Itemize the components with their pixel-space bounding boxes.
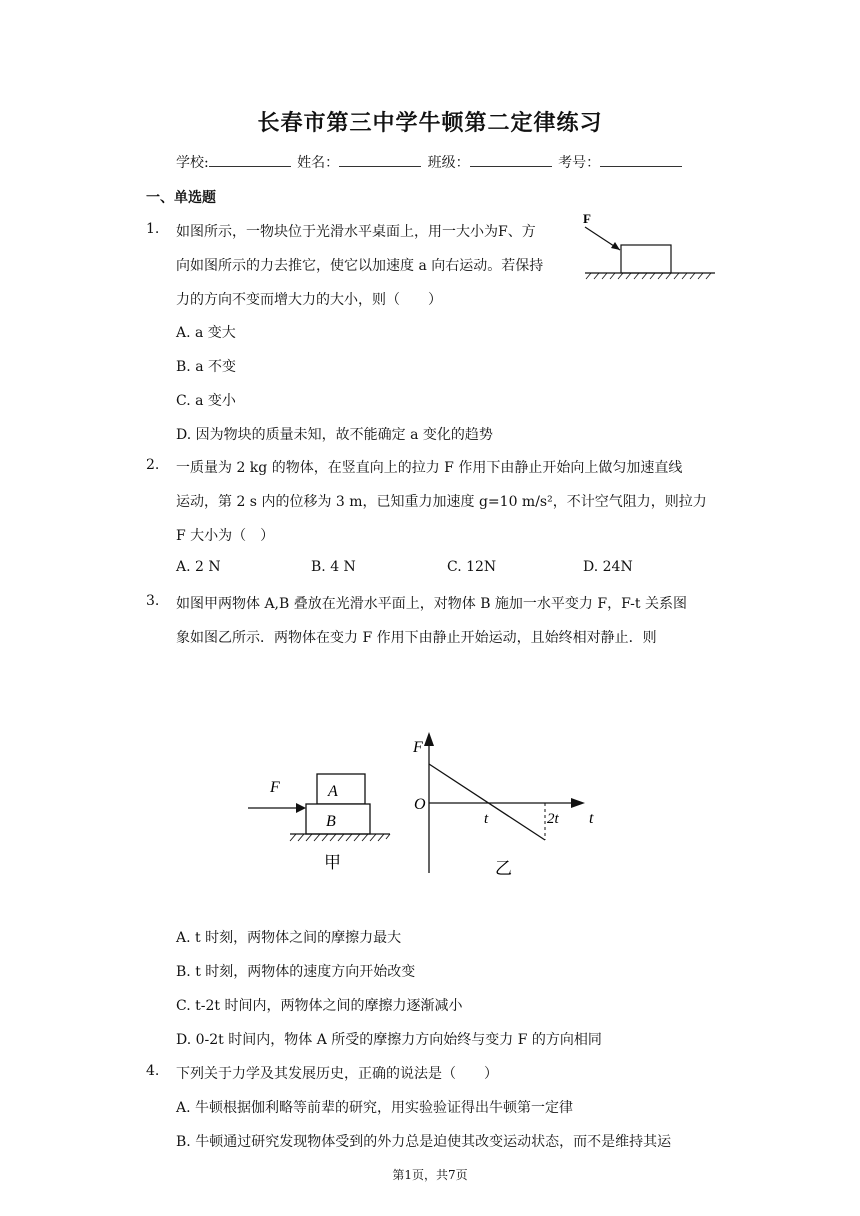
page-title: 长春市第三中学牛顿第二定律练习 xyxy=(257,111,603,136)
q1-line-3: 力的方向不变而增大力的大小，则（ ） xyxy=(176,292,442,308)
q3-figure-jia xyxy=(240,760,400,880)
q3-option-b[interactable]: B. t 时刻，两物体的速度方向开始改变 xyxy=(176,964,416,980)
yi-caption: 乙 xyxy=(495,859,512,878)
page-footer: 第1页，共7页 xyxy=(392,1168,468,1182)
id-blank xyxy=(600,152,682,167)
q3-number: 3. xyxy=(146,593,160,609)
q1-force-label: F xyxy=(583,211,591,226)
block-a-label: A xyxy=(328,783,338,800)
yi-force-line xyxy=(429,764,545,840)
q3-figure-yi xyxy=(405,728,615,883)
q3-option-c[interactable]: C. t-2t 时间内，两物体之间的摩擦力逐渐减小 xyxy=(176,998,463,1014)
block-b-label: B xyxy=(326,813,336,830)
q1-block xyxy=(621,245,671,273)
yi-f-axis-arrow xyxy=(424,732,434,746)
jia-force-label: F xyxy=(270,779,280,796)
q1-number: 1. xyxy=(146,221,160,237)
q3-option-a[interactable]: A. t 时刻，两物体之间的摩擦力最大 xyxy=(176,930,402,946)
q1-line-1: 如图所示，一物块位于光滑水平桌面上，用一大小为F、方 xyxy=(176,224,536,240)
yi-t-tick: t xyxy=(484,811,489,827)
q1-arrow-head xyxy=(611,242,620,250)
yi-f-label: F xyxy=(413,739,423,756)
q2-option-a[interactable]: A. 2 N xyxy=(176,559,221,575)
block-a xyxy=(317,774,365,804)
q2-line-3: F 大小为（ ） xyxy=(176,528,275,544)
q1-line-2: 向如图所示的力去推它，使它以加速度 a 向右运动。若保持 xyxy=(176,258,544,274)
q1-ground-hatch xyxy=(586,273,711,279)
class-blank xyxy=(470,152,552,167)
q4-number: 4. xyxy=(146,1063,160,1079)
jia-ground-hatch xyxy=(290,834,390,841)
id-label: 考号： xyxy=(558,155,601,171)
section-heading: 一、单选题 xyxy=(146,190,216,206)
q3-option-d[interactable]: D. 0-2t 时间内，物体 A 所受的摩擦力方向始终与变力 F 的方向相同 xyxy=(176,1032,602,1048)
q3-line-1: 如图甲两物体 A,B 叠放在光滑水平面上，对物体 B 施加一水平变力 F，F-t 关系图 xyxy=(176,596,687,612)
q2-option-c[interactable]: C. 12N xyxy=(447,559,497,575)
school-label: 学校: xyxy=(176,155,209,171)
yi-2t-tick: 2t xyxy=(547,811,559,827)
class-label: 班级： xyxy=(427,155,470,171)
jia-caption: 甲 xyxy=(324,853,341,872)
yi-t-axis-arrow xyxy=(571,798,585,808)
q1-option-b[interactable]: B. a 不变 xyxy=(176,359,236,375)
jia-arrow-head xyxy=(296,803,306,813)
name-blank xyxy=(339,152,421,167)
q1-option-a[interactable]: A. a 变大 xyxy=(176,325,236,341)
block-b xyxy=(306,804,370,834)
q2-option-d[interactable]: D. 24N xyxy=(583,559,633,575)
student-info-row xyxy=(176,152,684,172)
q4-option-b[interactable]: B. 牛顿通过研究发现物体受到的外力总是迫使其改变运动状态，而不是维持其运 xyxy=(176,1134,672,1150)
school-blank xyxy=(209,152,291,167)
q2-line-2: 运动，第 2 s 内的位移为 3 m，已知重力加速度 g=10 m/s²，不计空气阻力，则拉力 xyxy=(176,494,707,510)
q2-line-1: 一质量为 2 kg 的物体，在竖直向上的拉力 F 作用下由静止开始向上做匀加速直线 xyxy=(176,460,683,476)
name-label: 姓名： xyxy=(297,155,340,171)
q1-option-d[interactable]: D. 因为物块的质量未知，故不能确定 a 变化的趋势 xyxy=(176,427,493,443)
q2-option-b[interactable]: B. 4 N xyxy=(311,559,356,575)
yi-origin-label: O xyxy=(414,796,426,813)
yi-t-axis-label: t xyxy=(589,810,594,827)
q1-option-c[interactable]: C. a 变小 xyxy=(176,393,236,409)
q2-number: 2. xyxy=(146,457,160,473)
q1-figure xyxy=(575,205,725,285)
q4-line-1: 下列关于力学及其发展历史，正确的说法是（ ） xyxy=(176,1066,498,1082)
q3-line-2: 象如图乙所示．两物体在变力 F 作用下由静止开始运动，且始终相对静止．则 xyxy=(176,630,657,646)
q4-option-a[interactable]: A. 牛顿根据伽利略等前辈的研究，用实验验证得出牛顿第一定律 xyxy=(176,1100,574,1116)
